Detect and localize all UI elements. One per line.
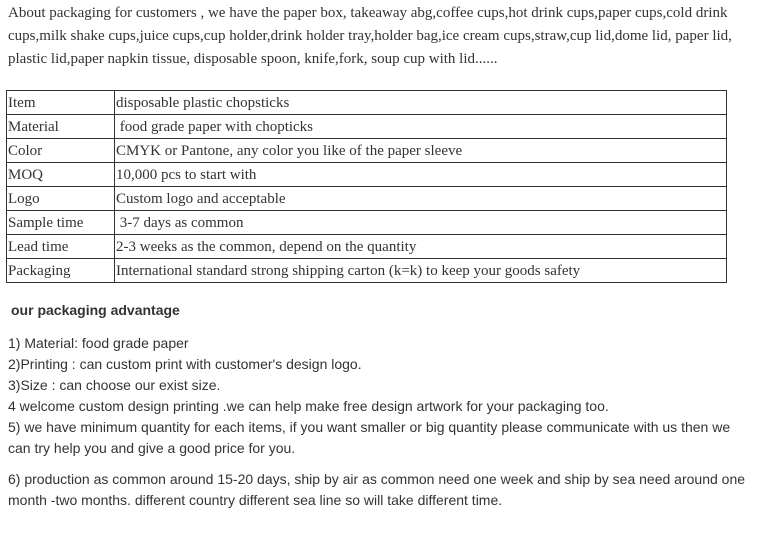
spec-key-packaging: Packaging bbox=[7, 259, 115, 283]
table-row bbox=[7, 211, 727, 235]
spec-value-packaging: International standard strong shipping carton (k=k) to keep your goods safety bbox=[115, 259, 727, 283]
spec-key-material: Material bbox=[7, 115, 115, 139]
spec-key-lead-time: Lead time bbox=[7, 235, 115, 259]
table-row bbox=[7, 259, 727, 283]
advantage-list bbox=[8, 333, 753, 511]
spec-key-sample-time: Sample time bbox=[7, 211, 115, 235]
list-item: 4 welcome custom design printing .we can help make free design artwork for your packaging too. bbox=[8, 398, 609, 414]
spec-value-color: CMYK or Pantone, any color you like of the paper sleeve bbox=[115, 139, 727, 163]
spec-value-lead-time: 2-3 weeks as the common, depend on the quantity bbox=[115, 235, 727, 259]
table-row bbox=[7, 139, 727, 163]
spec-value-sample-time: 3-7 days as common bbox=[115, 211, 727, 235]
table-row bbox=[7, 115, 727, 139]
production-note: 6) production as common around 15-20 days, ship by air as common need one week and ship by sea need around one month -two months. different country different sea line so will take different time. bbox=[8, 471, 746, 508]
spec-key-item: Item bbox=[7, 91, 115, 115]
advantage-heading: our packaging advantage bbox=[11, 302, 180, 318]
spec-key-logo: Logo bbox=[7, 187, 115, 211]
spec-value-material: food grade paper with chopticks bbox=[115, 115, 727, 139]
table-row bbox=[7, 187, 727, 211]
spec-table bbox=[6, 90, 727, 283]
spec-value-moq: 10,000 pcs to start with bbox=[115, 163, 727, 187]
list-item: 3)Size : can choose our exist size. bbox=[8, 377, 221, 393]
list-item: 5) we have minimum quantity for each items, if you want smaller or big quantity please communicate with us then we can try help you and give a good price for you. bbox=[8, 419, 731, 456]
table-row bbox=[7, 163, 727, 187]
list-item: 1) Material: food grade paper bbox=[8, 335, 189, 351]
spec-value-item: disposable plastic chopsticks bbox=[115, 91, 727, 115]
intro-paragraph: About packaging for customers , we have the paper box, takeaway abg,coffee cups,hot drink cups,paper cups,cold drink cups,milk shake cups,juice cups,cup holder,drink holder tray,holder bag,ice cream cups,straw,cup lid,dome lid, paper lid, plastic lid,paper napkin tissue, disposable spoon, knife,fork, soup cup with lid...... bbox=[8, 5, 732, 67]
spec-key-moq: MOQ bbox=[7, 163, 115, 187]
table-row bbox=[7, 91, 727, 115]
table-row bbox=[7, 235, 727, 259]
spec-value-logo: Custom logo and acceptable bbox=[115, 187, 727, 211]
spec-key-color: Color bbox=[7, 139, 115, 163]
list-item: 2)Printing : can custom print with customer's design logo. bbox=[8, 356, 362, 372]
